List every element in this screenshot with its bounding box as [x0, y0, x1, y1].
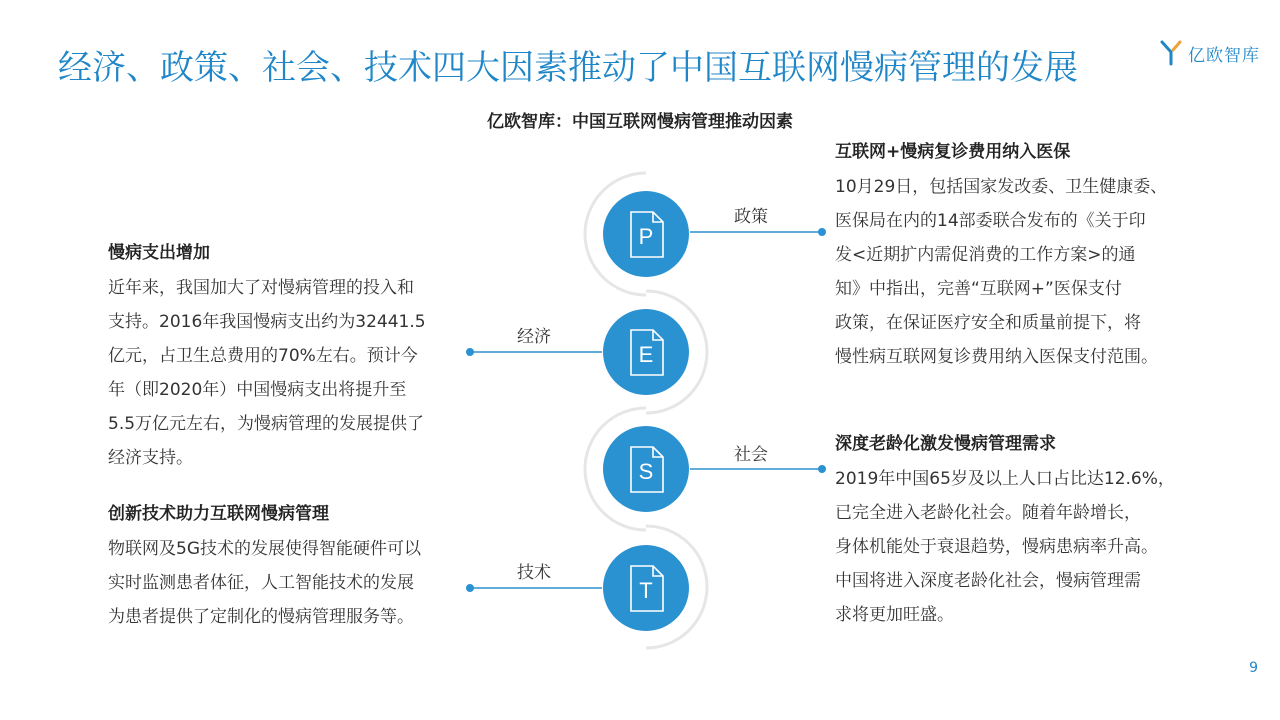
connector-dot-policy [818, 228, 826, 236]
text-line: 近年来，我国加大了对慢病管理的投入和 [108, 278, 414, 298]
connector-dot-society [818, 465, 826, 473]
society-text [835, 462, 1215, 632]
label-technology: 技术 [517, 563, 551, 583]
technology-title: 创新技术助力互联网慢病管理 [108, 504, 329, 524]
label-economy: 经济 [517, 327, 551, 347]
text-line: 物联网及5G技术的发展使得智能硬件可以 [108, 539, 421, 559]
logo-text: 亿欧智库 [1188, 45, 1260, 66]
text-line: 为患者提供了定制化的慢病管理服务等。 [108, 607, 414, 627]
text-line: 中国将进入深度老龄化社会，慢病管理需 [835, 571, 1141, 591]
policy-text [835, 170, 1215, 374]
society-block [835, 429, 1215, 632]
text-line: 10月29日，包括国家发改委、卫生健康委、 [835, 177, 1168, 197]
technology-text [108, 532, 468, 634]
text-line: 求将更加旺盛。 [835, 605, 954, 625]
text-line: 政策，在保证医疗安全和质量前提下，将 [835, 313, 1141, 333]
policy-title: 互联网+慢病复诊费用纳入医保 [835, 142, 1071, 162]
label-society: 社会 [734, 445, 768, 465]
economy-text [108, 271, 468, 475]
diagram-subtitle: 亿欧智库：中国互联网慢病管理推动因素 [487, 112, 793, 132]
text-line: 实时监测患者体征，人工智能技术的发展 [108, 573, 414, 593]
technology-circle [603, 545, 689, 631]
text-line: 年（即2020年）中国慢病支出将提升至 [108, 380, 407, 400]
policy-letter: P [638, 224, 654, 249]
text-line: 发<近期扩内需促消费的工作方案>的通 [835, 245, 1136, 265]
text-line: 2019年中国65岁及以上人口占比达12.6%， [835, 469, 1175, 489]
society-circle [603, 426, 689, 512]
text-line: 知》中指出，完善“互联网+”医保支付 [835, 279, 1122, 299]
page-title: 经济、政策、社会、技术四大因素推动了中国互联网慢病管理的发展 [58, 48, 1078, 88]
text-line: 身体机能处于衰退趋势，慢病患病率升高。 [835, 537, 1158, 557]
technology-block [108, 499, 468, 634]
text-line: 亿元，占卫生总费用的70%左右。预计今 [108, 346, 418, 366]
economy-letter: E [638, 342, 654, 367]
society-title: 深度老龄化激发慢病管理需求 [835, 434, 1056, 454]
text-line: 经济支持。 [108, 448, 193, 468]
text-line: 慢性病互联网复诊费用纳入医保支付范围。 [835, 347, 1158, 367]
economy-block [108, 238, 468, 475]
policy-block [835, 137, 1215, 374]
text-line: 医保局在内的14部委联合发布的《关于印 [835, 211, 1146, 231]
text-line: 支持。2016年我国慢病支出约为32441.5 [108, 312, 426, 332]
economy-circle [603, 309, 689, 395]
economy-title: 慢病支出增加 [108, 243, 210, 263]
page-number: 9 [1249, 660, 1258, 676]
text-line: 已完全进入老龄化社会。随着年龄增长， [835, 503, 1141, 523]
technology-letter: T [639, 578, 653, 603]
text-line: 5.5万亿元左右，为慢病管理的发展提供了 [108, 414, 425, 434]
society-letter: S [638, 459, 654, 484]
policy-circle [603, 191, 689, 277]
label-policy: 政策 [734, 207, 768, 227]
